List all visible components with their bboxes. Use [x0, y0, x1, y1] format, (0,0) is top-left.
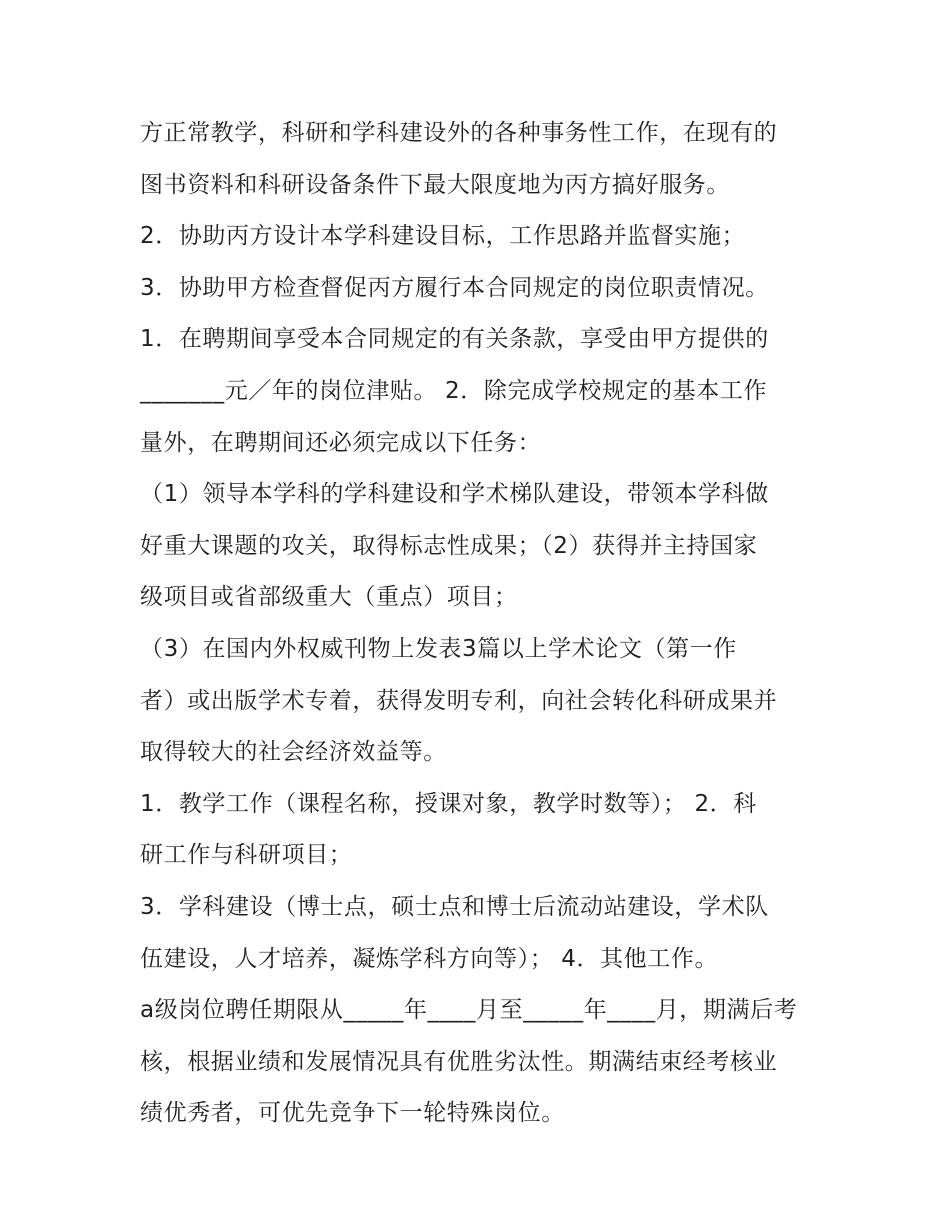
text-line: 1．教学工作（课程名称，授课对象，教学时数等）； 2．科 — [140, 790, 757, 817]
text-line: 方正常教学，科研和学科建设外的各种事务性工作，在现有的 — [140, 120, 778, 146]
text-line: 级项目或省部级重大（重点）项目； — [140, 584, 518, 611]
text-line: 2．协助丙方设计本学科建设目标，工作思路并监督实施； — [140, 223, 746, 250]
text-line: 核，根据业绩和发展情况具有优胜劣汰性。期满结束经考核业 — [140, 1048, 778, 1075]
text-line: （1）领导本学科的学科建设和学术梯队建设，带领本学科做 — [140, 481, 769, 508]
text-line: 伍建设，人才培养，凝炼学科方向等）； 4．其他工作。 — [140, 945, 719, 972]
text-line: 3．学科建设（博士点，硕士点和博士后流动站建设，学术队 — [140, 893, 769, 920]
text-line: 绩优秀者，可优先竞争下一轮特殊岗位。 — [140, 1100, 565, 1127]
text-line: 1．在聘期间享受本合同规定的有关条款，享受由甲方提供的 — [140, 326, 769, 353]
text-line: （3）在国内外权威刊物上发表3篇以上学术论文（第一作 — [140, 635, 737, 662]
text-line: 量外，在聘期间还必须完成以下任务： — [140, 429, 542, 456]
text-line: 好重大课题的攻关，取得标志性成果；（2）获得并主持国家 — [140, 532, 758, 559]
text-line: 3．协助甲方检查督促丙方履行本合同规定的岗位职责情况。 — [140, 274, 769, 301]
text-line: 图书资料和科研设备条件下最大限度地为丙方搞好服务。 — [140, 171, 730, 198]
text-line: _______元／年的岗位津贴。 2．除完成学校规定的基本工作 — [140, 377, 768, 404]
document-body — [140, 108, 820, 1140]
text-line: 取得较大的社会经济效益等。 — [140, 739, 447, 766]
text-line: a级岗位聘任期限从_____年____月至_____年____月，期满后考 — [140, 997, 798, 1024]
text-line: 研工作与科研项目； — [140, 842, 353, 869]
text-line: 者）或出版学术专着，获得发明专利，向社会转化科研成果并 — [140, 687, 778, 714]
